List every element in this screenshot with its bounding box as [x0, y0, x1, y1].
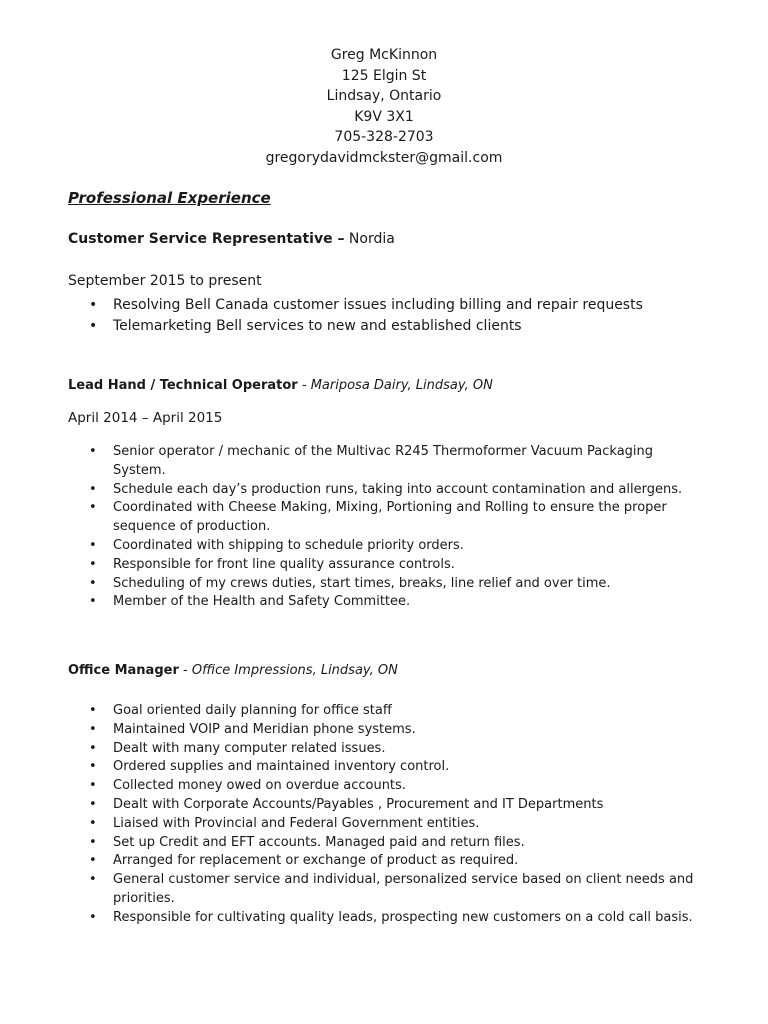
list-item: • Arranged for replacement or exchange of product as required.	[68, 852, 708, 871]
job-bullets-office-manager	[68, 702, 708, 928]
job-bullets-lead-hand	[68, 443, 708, 612]
list-item: • Ordered supplies and maintained inventory control.	[68, 758, 708, 777]
list-item: • Telemarketing Bell services to new and established clients	[68, 316, 708, 337]
list-item: • Set up Credit and EFT accounts. Managed paid and return files.	[68, 834, 708, 853]
list-item: • Coordinated with Cheese Making, Mixing, Portioning and Rolling to ensure the proper sequence of production.	[68, 499, 708, 537]
list-item: • Goal oriented daily planning for office staff	[68, 702, 708, 721]
job-org: Nordia	[344, 231, 395, 247]
contact-street: 125 Elgin St	[341, 67, 427, 84]
contact-city: Lindsay, Ontario	[326, 88, 442, 105]
list-item: • Dealt with Corporate Accounts/Payables , Procurement and IT Departments	[68, 796, 708, 815]
list-item: • Maintained VOIP and Meridian phone systems.	[68, 721, 708, 740]
list-item: • Member of the Health and Safety Committee.	[68, 593, 708, 612]
job-bullets-customer-service	[68, 295, 708, 336]
list-item: • Collected money owed on overdue accounts.	[68, 777, 708, 796]
contact-email: gregorydavidmckster@gmail.com	[265, 149, 503, 166]
job-title: Lead Hand / Technical Operator	[68, 378, 298, 393]
job-dates: April 2014 – April 2015	[68, 410, 223, 426]
list-item: • Responsible for cultivating quality leads, prospecting new customers on a cold call basis.	[68, 909, 708, 928]
job-org: Mariposa Dairy, Lindsay, ON	[310, 378, 493, 393]
list-item: • Resolving Bell Canada customer issues including billing and repair requests	[68, 295, 708, 316]
list-item: • Scheduling of my crews duties, start times, breaks, line relief and over time.	[68, 575, 708, 594]
contact-postal: K9V 3X1	[354, 108, 414, 125]
job-header-customer-service	[68, 231, 395, 247]
list-item: • General customer service and individual, personalized service based on client needs and priorities.	[68, 871, 708, 909]
job-dates: September 2015 to present	[68, 273, 262, 289]
list-item: • Schedule each day’s production runs, taking into account contamination and allergens.	[68, 481, 708, 500]
job-org-separator: -	[178, 663, 192, 678]
list-item: • Coordinated with shipping to schedule priority orders.	[68, 537, 708, 556]
section-title-professional-experience: Professional Experience	[68, 189, 271, 207]
job-header-office-manager	[68, 663, 398, 678]
list-item: • Liaised with Provincial and Federal Government entities.	[68, 815, 708, 834]
job-title: Office Manager	[68, 663, 179, 678]
list-item: • Responsible for front line quality assurance controls.	[68, 556, 708, 575]
job-org-separator: -	[297, 378, 311, 393]
contact-block	[0, 45, 768, 169]
list-item: • Senior operator / mechanic of the Multivac R245 Thermoformer Vacuum Packaging System.	[68, 443, 708, 481]
contact-phone: 705-328-2703	[334, 129, 434, 146]
job-header-lead-hand	[68, 378, 493, 393]
job-org: Office Impressions, Lindsay, ON	[191, 663, 398, 678]
job-title: Customer Service Representative –	[68, 231, 345, 247]
contact-name: Greg McKinnon	[330, 47, 438, 63]
list-item: • Dealt with many computer related issues.	[68, 740, 708, 759]
